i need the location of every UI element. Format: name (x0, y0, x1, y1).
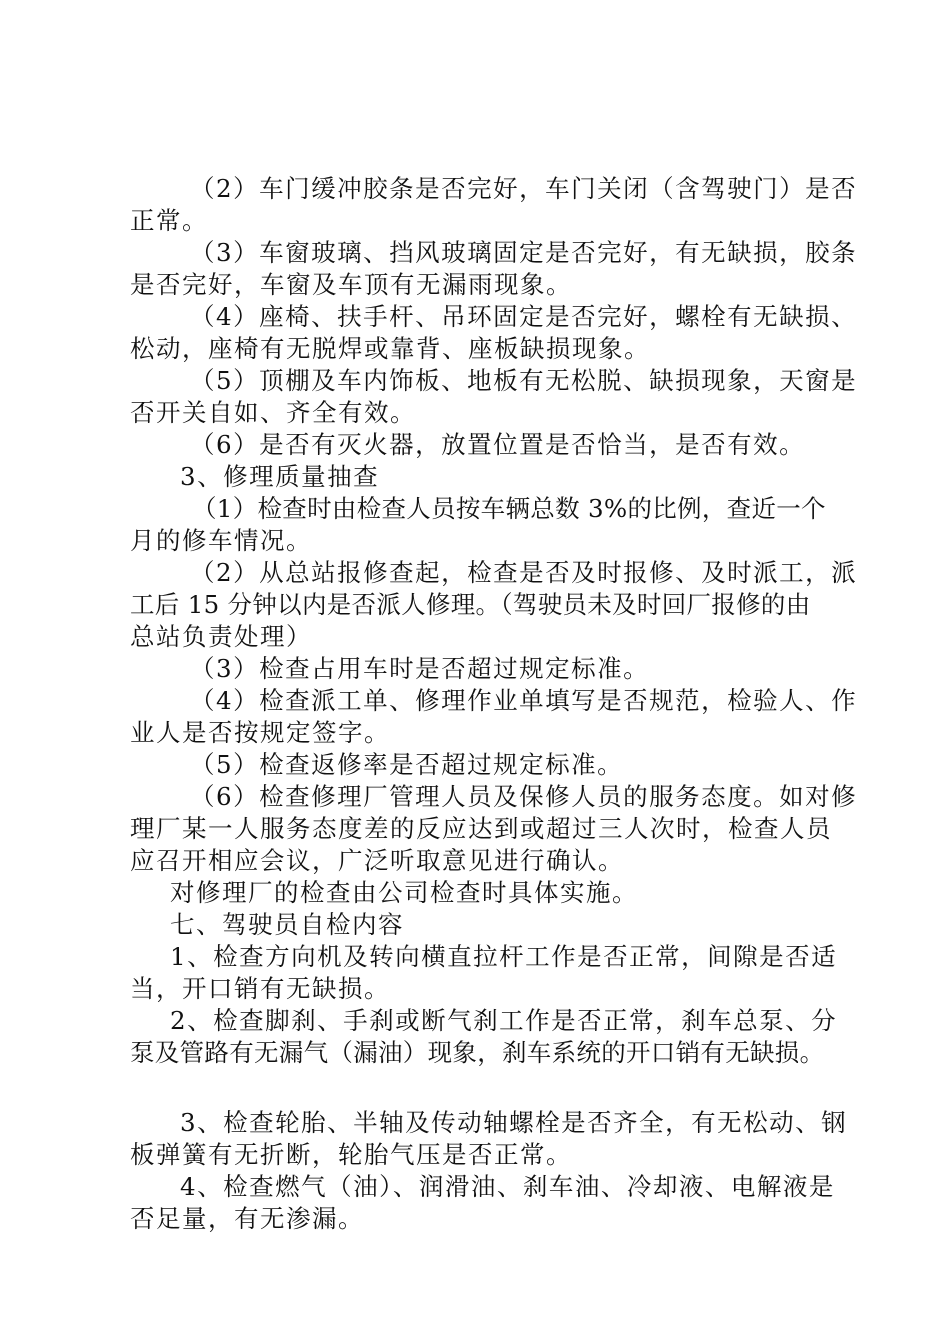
document-body (130, 173, 858, 1235)
section-heading: 七、驾驶员自检内容 (170, 910, 404, 939)
paragraph-line: 4、检查燃气（油）、润滑油、刹车油、冷却液、电解液是 (180, 1172, 835, 1201)
paragraph-line: （6）是否有灭火器，放置位置是否恰当，是否有效。 (190, 430, 806, 459)
paragraph-line: （5）顶棚及车内饰板、地板有无松脱、缺损现象，天窗是 (190, 366, 858, 395)
paragraph-line: 总站负责处理） (130, 622, 312, 651)
paragraph-line: （1）检查时由检查人员按车辆总数 3%的比例，查近一个 (192, 494, 826, 523)
section-heading: 3、修理质量抽查 (180, 462, 380, 491)
paragraph-line: 对修理厂的检查由公司检查时具体实施。 (170, 878, 638, 907)
paragraph-line: （6）检查修理厂管理人员及保修人员的服务态度。如对修 (190, 782, 858, 811)
paragraph-line: （4）检查派工单、修理作业单填写是否规范，检验人、作 (190, 686, 858, 715)
paragraph-line: （4）座椅、扶手杆、吊环固定是否完好，螺栓有无缺损、 (190, 302, 858, 331)
paragraph-line: 泵及管路有无漏气（漏油）现象，刹车系统的开口销有无缺损。 (130, 1038, 825, 1067)
paragraph-line: 松动，座椅有无脱焊或靠背、座板缺损现象。 (130, 334, 650, 363)
paragraph-line: 3、检查轮胎、半轴及传动轴螺栓是否齐全，有无松动、钢 (180, 1108, 848, 1137)
paragraph-line: 正常。 (130, 206, 208, 235)
paragraph-line: 当，开口销有无缺损。 (130, 974, 390, 1003)
paragraph-line: 否开关自如、齐全有效。 (130, 398, 416, 427)
paragraph-line: （3）车窗玻璃、挡风玻璃固定是否完好，有无缺损，胶条 (190, 238, 858, 267)
paragraph-line: 1、检查方向机及转向横直拉杆工作是否正常，间隙是否适 (170, 942, 838, 971)
paragraph-line: 否足量，有无渗漏。 (130, 1204, 364, 1233)
paragraph-line: 业人是否按规定签字。 (130, 718, 390, 747)
paragraph-line: 月的修车情况。 (130, 526, 312, 555)
blank-line (130, 1069, 840, 1107)
paragraph-line: （2）车门缓冲胶条是否完好，车门关闭（含驾驶门）是否 (190, 174, 858, 203)
paragraph-line: 是否完好，车窗及车顶有无漏雨现象。 (130, 270, 572, 299)
paragraph-line: 工后 15 分钟以内是否派人修理。（驾驶员未及时回厂报修的由 (130, 590, 811, 619)
paragraph-line: （5）检查返修率是否超过规定标准。 (190, 750, 624, 779)
paragraph-line: （2）从总站报修查起，检查是否及时报修、及时派工，派 (190, 558, 858, 587)
paragraph-line: 理厂某一人服务态度差的反应达到或超过三人次时，检查人员 (130, 814, 832, 843)
paragraph-line: 应召开相应会议，广泛听取意见进行确认。 (130, 846, 624, 875)
paragraph-line: 板弹簧有无折断，轮胎气压是否正常。 (130, 1140, 572, 1169)
paragraph-line: 2、检查脚刹、手刹或断气刹工作是否正常，刹车总泵、分 (170, 1006, 838, 1035)
paragraph-line: （3）检查占用车时是否超过规定标准。 (190, 654, 650, 683)
